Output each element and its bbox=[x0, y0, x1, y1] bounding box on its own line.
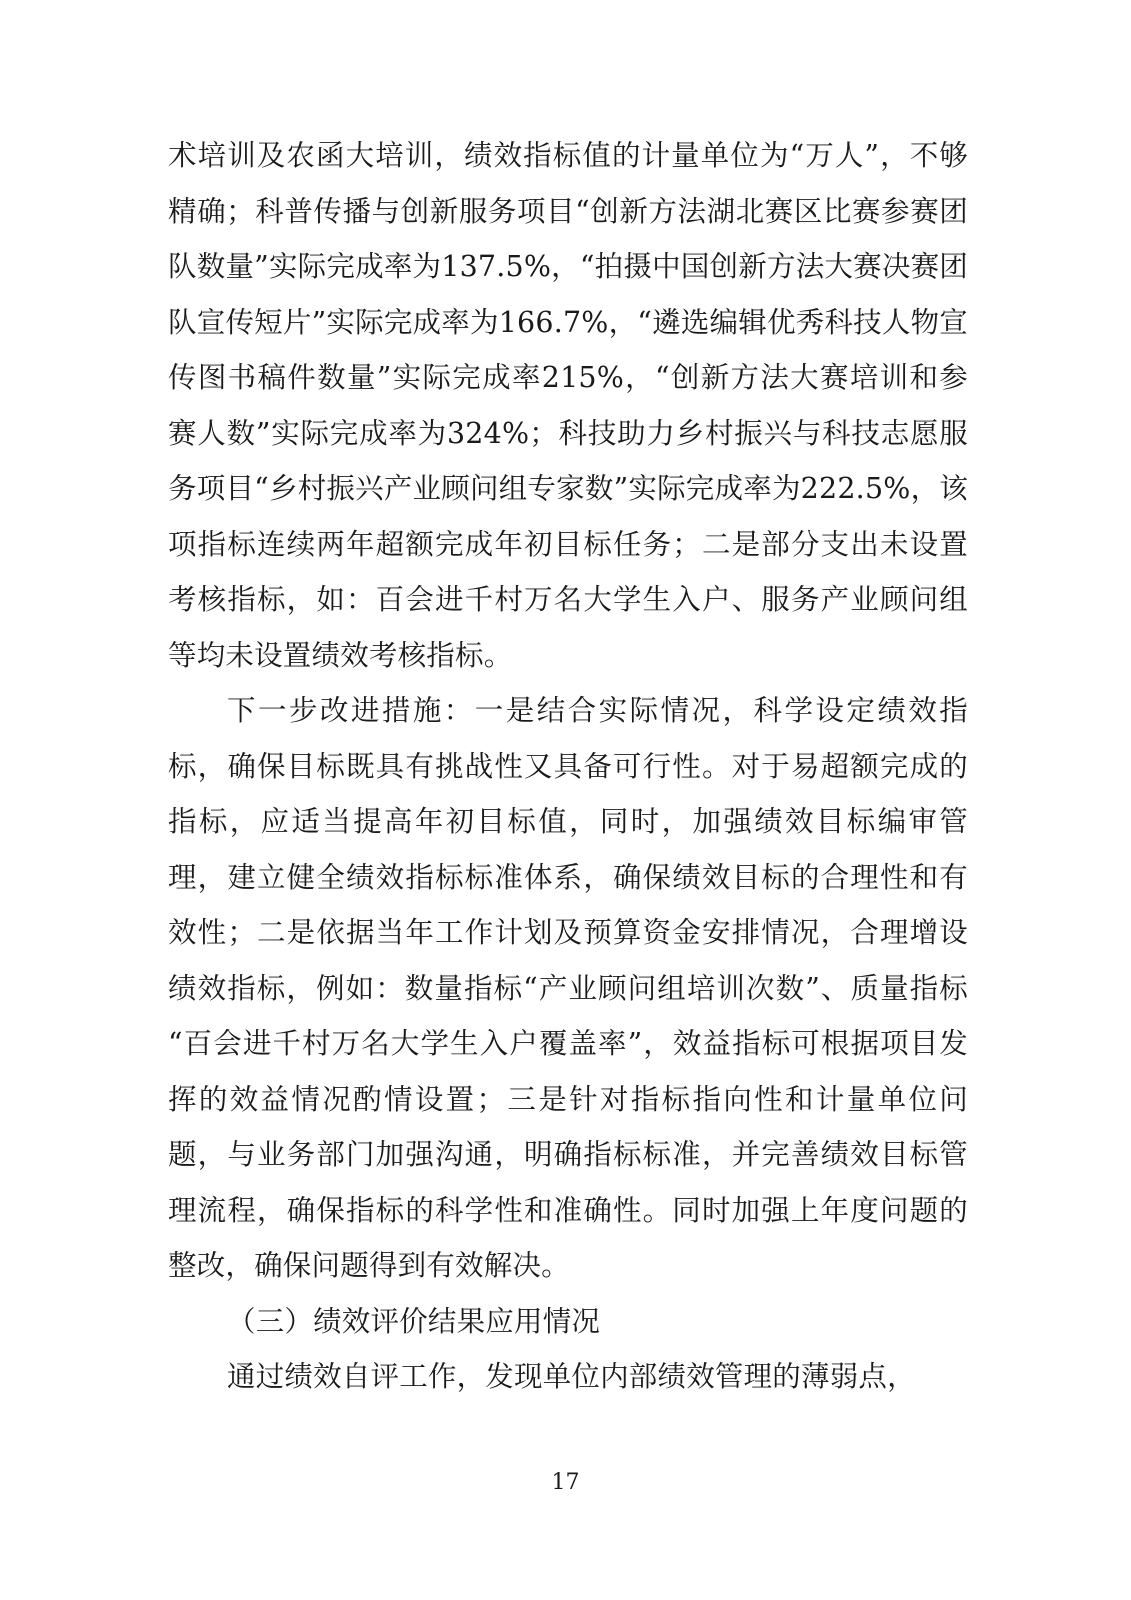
section-heading: （三）绩效评价结果应用情况 bbox=[227, 1304, 601, 1338]
page-content bbox=[168, 128, 968, 1405]
page-number: 17 bbox=[551, 1470, 580, 1495]
paragraph-improvement-measures: 下一步改进措施：一是结合实际情况，科学设定绩效指标，确保目标既具有挑战性又具备可行性。对于易超额完成的指标，应适当提高年初目标值，同时，加强绩效目标编审管理，建立健全绩效指标标准体系，确保绩效目标的合理性和有效性；二是依据当年工作计划及预算资金安排情况，合理增设绩效指标，例如：数量指标“产业顾问组培训次数”、质量指标“百会进千村万名大学生入户覆盖率”，效益指标可根据项目发挥的效益情况酌情设置；三是针对指标指向性和计量单位问题，与业务部门加强沟通，明确指标标准，并完善绩效目标管理流程，确保指标的科学性和准确性。同时加强上年度问题的整改，确保问题得到有效解决。 bbox=[168, 694, 968, 1282]
paragraph-closing: 通过绩效自评工作，发现单位内部绩效管理的薄弱点， bbox=[227, 1360, 916, 1393]
paragraph-continued-problems: 术培训及农函大培训，绩效指标值的计量单位为“万人”，不够精确；科普传播与创新服务项目“创新方法湖北赛区比赛参赛团队数量”实际完成率为137.5%，“拍摄中国创新方法大赛决赛团队宣传短片”实际完成率为166.7%，“遴选编辑优秀科技人物宣传图书稿件数量”实际完成率215%，“创新方法大赛培训和参赛人数”实际完成率为324%；科技助力乡村振兴与科技志愿服务项目“乡村振兴产业顾问组专家数”实际完成率为222.5%，该项指标连续两年超额完成年初目标任务；二是部分支出未设置考核指标，如：百会进千村万名大学生入户、服务产业顾问组等均未设置绩效考核指标。 bbox=[168, 139, 968, 672]
